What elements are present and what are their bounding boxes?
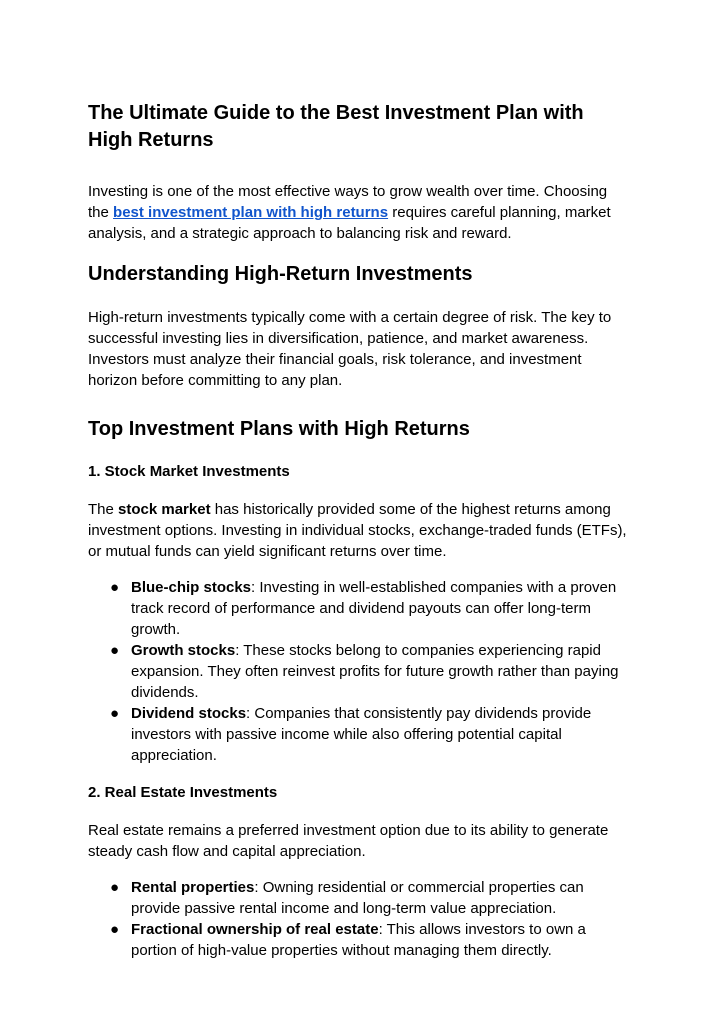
stock-text-rest: has historically provided some of the highest returns among investment options. Investing in individual stocks, exchange-traded funds (ETFs), or mutual funds can yield significant returns over time. <box>88 501 627 560</box>
understanding-paragraph: High-return investments typically come with a certain degree of risk. The key to successful investing lies in diversification, patience, and market awareness. Investors must analyze their financial goals, risk tolerance, and investment horizon before committing to any plan. <box>88 309 612 389</box>
bullet-icon: ● <box>110 642 120 659</box>
list-item-term: Growth stocks <box>131 642 236 659</box>
stock-text-prefix: The <box>88 501 119 518</box>
subheading-real-estate: 2. Real Estate Investments <box>88 784 278 801</box>
bullet-icon: ● <box>110 879 120 896</box>
list-item <box>88 640 632 703</box>
intro-paragraph <box>88 181 632 244</box>
stock-market-paragraph <box>88 499 632 562</box>
list-item-text: : Owning residential or commercial properties can provide passive rental income and long-term value appreciation. <box>131 879 584 917</box>
bullet-icon: ● <box>110 705 120 722</box>
list-item-term: Blue-chip stocks <box>131 579 252 596</box>
list-item <box>88 577 632 640</box>
best-investment-plan-link[interactable]: best investment plan with high returns <box>113 204 389 221</box>
real-estate-list <box>88 877 632 961</box>
list-item-term: Rental properties <box>131 879 255 896</box>
intro-text-end: requires careful planning, market analysis, and a strategic approach to balancing risk and reward. <box>88 204 611 242</box>
stock-market-term: stock market <box>118 501 211 518</box>
list-item-text: : These stocks belong to companies experiencing rapid expansion. They often reinvest profits for future growth rather than paying dividends. <box>131 642 619 701</box>
section-heading-understanding: Understanding High-Return Investments <box>88 263 473 285</box>
list-item <box>88 703 632 766</box>
bullet-icon: ● <box>110 921 120 938</box>
list-item-term: Fractional ownership of real estate <box>131 921 379 938</box>
list-item <box>88 877 632 919</box>
list-item <box>88 919 632 961</box>
list-item-text: : Investing in well-established companies with a proven track record of performance and dividend payouts can offer long-term growth. <box>131 579 617 638</box>
list-item-term: Dividend stocks <box>131 705 247 722</box>
page-title: The Ultimate Guide to the Best Investment Plan with High Returns <box>88 102 584 151</box>
subheading-stock-market: 1. Stock Market Investments <box>88 463 290 480</box>
real-estate-paragraph: Real estate remains a preferred investment option due to its ability to generate steady cash flow and capital appreciation. <box>88 822 609 860</box>
bullet-icon: ● <box>110 579 120 596</box>
list-item-text: : This allows investors to own a portion of high-value properties without managing them directly. <box>131 921 586 959</box>
list-item-text: : Companies that consistently pay dividends provide investors with passive income while also offering potential capital appreciation. <box>131 705 592 764</box>
section-heading-top-plans: Top Investment Plans with High Returns <box>88 418 470 440</box>
stock-types-list <box>88 577 632 766</box>
intro-text-start: Investing is one of the most effective ways to grow wealth over time. Choosing the <box>88 183 608 221</box>
